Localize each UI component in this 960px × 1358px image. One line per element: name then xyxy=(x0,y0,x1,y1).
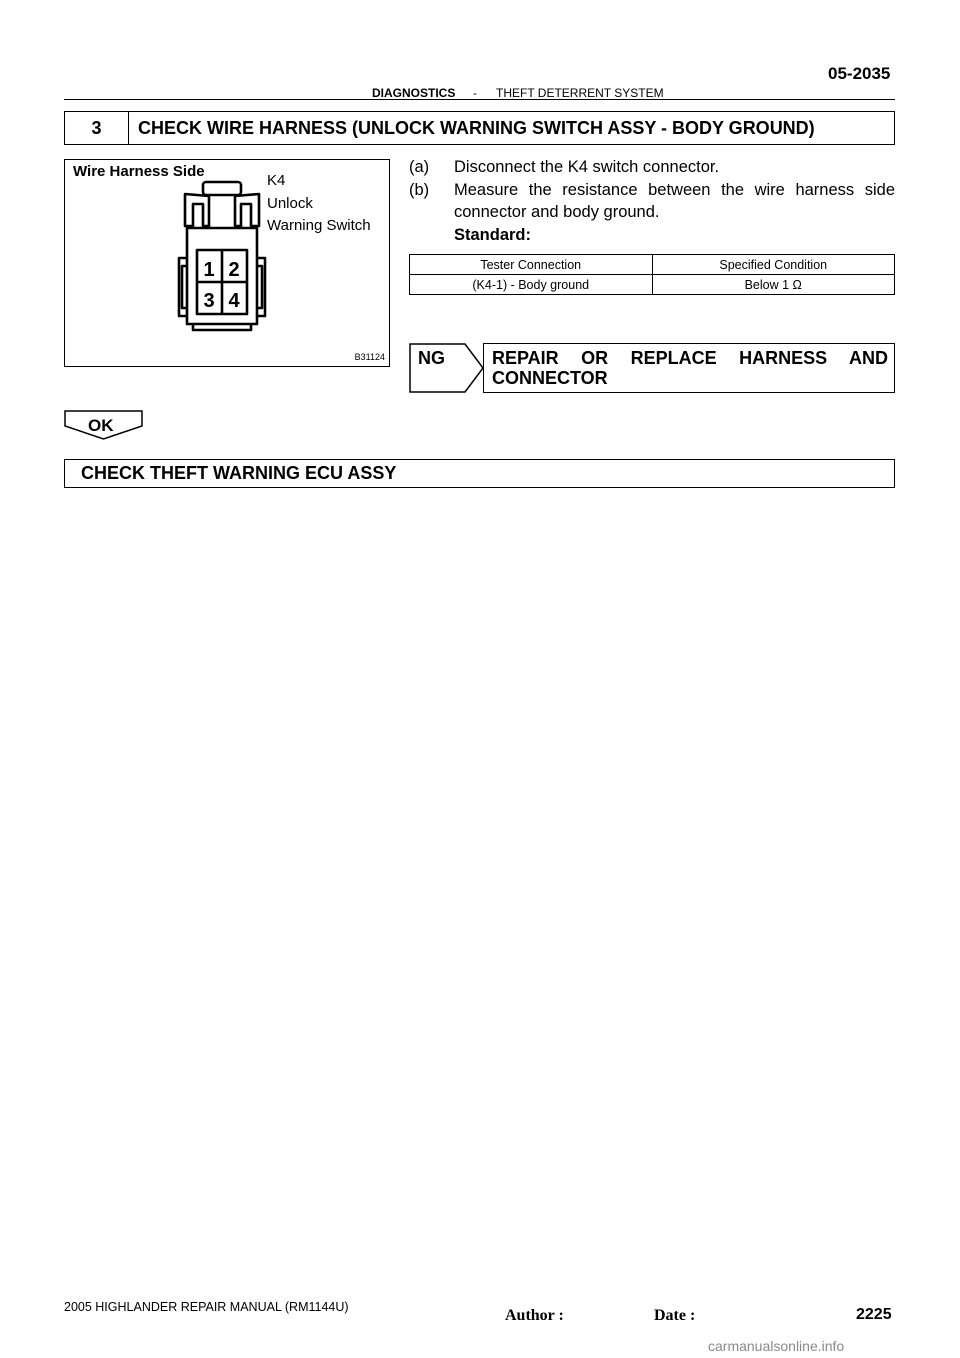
instruction-a-label: (a) xyxy=(409,158,430,176)
figure-label-switch: Warning Switch xyxy=(267,217,371,234)
figure-label-connector: K4 xyxy=(267,172,286,189)
table-cell: (K4-1) - Body ground xyxy=(410,275,653,295)
header-section: DIAGNOSTICS xyxy=(372,86,456,100)
terminal-1: 1 xyxy=(203,259,215,281)
header-subsection: THEFT DETERRENT SYSTEM xyxy=(496,86,664,100)
instruction-b-text-2: connector and body ground. xyxy=(454,203,660,221)
connector-figure xyxy=(64,159,390,367)
terminal-4: 4 xyxy=(228,290,240,312)
instruction-a-text: Disconnect the K4 switch connector. xyxy=(454,158,720,176)
next-step-box xyxy=(64,459,895,488)
footer-page-number: 2225 xyxy=(856,1306,892,1323)
standard-label: Standard: xyxy=(454,226,532,244)
watermark: carmanualsonline.info xyxy=(708,1338,845,1354)
repair-action-line-1: REPAIR OR REPLACE HARNESS AND xyxy=(492,348,888,368)
spec-table xyxy=(409,254,895,295)
header-separator: - xyxy=(473,86,477,100)
repair-action-line-2: CONNECTOR xyxy=(492,368,608,388)
instruction-b-label: (b) xyxy=(409,181,430,199)
terminal-numbers xyxy=(197,250,247,314)
instruction-b-cont xyxy=(409,203,899,225)
footer-date-label: Date : xyxy=(654,1307,696,1324)
table-header-cell: Tester Connection xyxy=(410,255,653,275)
terminal-3: 3 xyxy=(203,290,215,312)
step-number: 3 xyxy=(65,112,129,144)
page-number: 05-2035 xyxy=(828,64,891,83)
table-row xyxy=(410,275,895,295)
header-rule xyxy=(64,99,895,100)
table-header-row xyxy=(410,255,895,275)
table-cell: Below 1 Ω xyxy=(652,275,895,295)
ng-label: NG xyxy=(418,348,445,368)
repair-action-box xyxy=(483,343,895,393)
table-header-cell: Specified Condition xyxy=(652,255,895,275)
instruction-a xyxy=(409,158,899,180)
footer-manual: 2005 HIGHLANDER REPAIR MANUAL (RM1144U) xyxy=(64,1300,349,1314)
terminal-2: 2 xyxy=(228,259,240,281)
step-header xyxy=(64,111,895,145)
footer-author-label: Author : xyxy=(505,1307,564,1324)
next-step-title: CHECK THEFT WARNING ECU ASSY xyxy=(81,463,397,483)
step-title: CHECK WIRE HARNESS (UNLOCK WARNING SWITCH ASSY - BODY GROUND) xyxy=(138,118,815,138)
figure-label-unlock: Unlock xyxy=(267,195,313,212)
figure-code: B31124 xyxy=(354,352,385,362)
instruction-b-text-1: Measure the resistance between the wire harness side xyxy=(454,181,895,199)
ok-label: OK xyxy=(88,416,114,435)
instruction-b xyxy=(409,181,899,203)
figure-title: Wire Harness Side xyxy=(73,163,205,180)
